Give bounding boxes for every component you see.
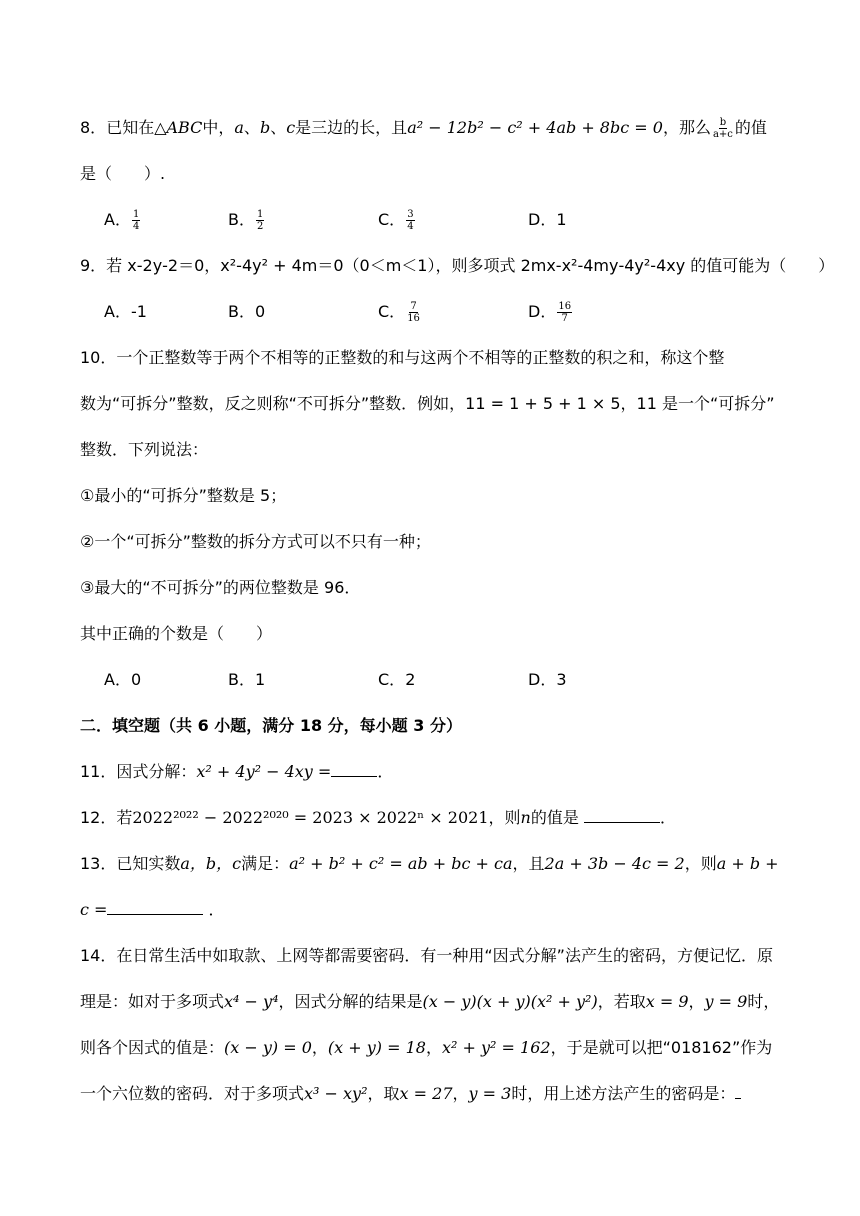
fraction-denominator: 4 — [132, 221, 140, 232]
q14-answer-blank[interactable] — [735, 1084, 741, 1099]
q11-answer-blank[interactable] — [331, 762, 377, 777]
option-value: 3 — [556, 670, 567, 689]
option-label: C． — [378, 670, 406, 689]
q8-text: 的值 — [734, 118, 767, 137]
q14-math: y = 3 — [468, 1084, 512, 1103]
q11-expression: x² + 4y² − 4xy = — [196, 762, 332, 781]
q13-prefix: 13．已知实数 — [80, 854, 181, 873]
fraction-denominator: 4 — [407, 221, 414, 232]
q12-text: 的值是 — [530, 808, 579, 827]
q14-text: ，于是就可以把“018162”作为 — [550, 1038, 773, 1057]
q14-math: x³ − xy² — [304, 1084, 368, 1103]
q8-text: 是三边的长，且 — [295, 118, 408, 137]
q8-option-d[interactable] — [528, 209, 567, 231]
q13-end: ． — [208, 900, 225, 919]
q14-text: ， — [452, 1084, 469, 1103]
q8-option-a[interactable] — [104, 209, 141, 232]
q10-statement-1: ①最小的“可拆分”整数是 5； — [80, 486, 287, 505]
option-fraction — [132, 209, 140, 232]
q9-option-a[interactable] — [104, 301, 147, 323]
q14-math: y = 9 — [704, 992, 748, 1011]
q14-math: x⁴ − y⁴ — [224, 992, 279, 1011]
q10-option-b[interactable] — [228, 669, 265, 691]
option-fraction — [406, 301, 421, 324]
q8-option-b[interactable] — [228, 209, 265, 232]
q9-option-c[interactable] — [378, 301, 422, 324]
q14-line2 — [80, 991, 800, 1013]
q10-line3: 整数．下列说法： — [80, 440, 209, 459]
fraction-numerator: 7 — [410, 301, 417, 312]
q10-option-a[interactable] — [104, 669, 141, 691]
var-n: n — [520, 808, 531, 827]
option-value: 1 — [254, 670, 266, 689]
q14-text: 理是：如对于多项式 — [80, 992, 225, 1011]
q8-option-c[interactable] — [378, 209, 416, 232]
q14-math: (x + y) = 18 — [327, 1038, 426, 1057]
section-title: 二．填空题（共 6 小题，满分 18 分，每小题 3 分） — [80, 716, 462, 735]
fraction-numerator: 1 — [256, 209, 264, 220]
option-value: 2 — [405, 670, 416, 689]
q8-text: 中， — [202, 118, 235, 137]
q10-ask: 其中正确的个数是（ ） — [80, 624, 273, 643]
q10-statement-2: ②一个“可拆分”整数的拆分方式可以不只有一种； — [80, 532, 431, 551]
option-label: C． — [378, 302, 406, 321]
q13-expression: c = — [80, 900, 108, 919]
fraction-numerator: 1 — [132, 209, 140, 220]
q10-statement-3: ③最大的“不可拆分”的两位整数是 96． — [80, 578, 361, 597]
triangle-label: ABC — [166, 118, 203, 137]
q14-math: (x − y)(x + y)(x² + y²) — [422, 992, 598, 1011]
q11-prefix: 11．因式分解： — [80, 762, 197, 781]
q12-end: ． — [659, 808, 676, 827]
option-label: A． — [104, 302, 131, 321]
q9-option-d[interactable] — [528, 301, 573, 324]
q8-line2: 是（ ）. — [80, 164, 166, 183]
fraction-numerator: 3 — [407, 209, 414, 220]
q14-math: x = 27 — [399, 1084, 453, 1103]
q9-option-b[interactable] — [228, 301, 265, 323]
q8-number: 8． — [80, 118, 107, 137]
q11-suffix: ． — [377, 762, 394, 781]
q8-sep: 、 — [243, 118, 260, 137]
option-label: B． — [228, 670, 255, 689]
q14-text: 一个六位数的密码．对于多项式 — [80, 1084, 305, 1103]
q12-prefix: 12．若 — [80, 808, 133, 827]
option-value: 1 — [556, 210, 567, 229]
option-fraction — [557, 301, 572, 324]
option-label: B． — [228, 302, 255, 321]
q14-text: ，取 — [367, 1084, 400, 1103]
q13-equation-2: 2a + 3b − 4c = 2 — [544, 854, 685, 873]
q14-line1: 14．在日常生活中如取款、上网等都需要密码．有一种用“因式分解”法产生的密码，方便记忆．原 — [80, 946, 773, 965]
q14-text: 时， — [747, 992, 780, 1011]
q14-text: 时，用上述方法产生的密码是： — [511, 1084, 736, 1103]
q13-line2 — [80, 899, 800, 921]
q10-line1: 10．一个正整数等于两个不相等的正整数的和与这两个不相等的正整数的积之和，称这个整 — [80, 348, 725, 367]
option-fraction — [406, 209, 414, 232]
fraction-denominator: 16 — [407, 313, 420, 324]
q12-answer-blank[interactable] — [584, 808, 660, 823]
q14-line4 — [80, 1083, 800, 1105]
q8-text: ，那么 — [662, 118, 711, 137]
q14-math: x = 9 — [645, 992, 689, 1011]
option-value: ‐1 — [130, 302, 147, 321]
option-value: 0 — [254, 302, 266, 321]
option-value: 0 — [130, 670, 142, 689]
q13-text: ，则 — [684, 854, 717, 873]
q14-text: ， — [425, 1038, 442, 1057]
q14-text: ， — [311, 1038, 328, 1057]
option-label: D． — [528, 302, 557, 321]
option-label: A． — [104, 210, 131, 229]
q10-option-c[interactable] — [378, 669, 415, 691]
q14-text: ， — [688, 992, 705, 1011]
option-fraction — [256, 209, 264, 232]
q8-line1 — [80, 117, 800, 140]
q13-text: ，且 — [512, 854, 545, 873]
q12 — [80, 807, 800, 829]
fraction-numerator: b — [719, 117, 727, 128]
q14-line3 — [80, 1037, 800, 1059]
option-label: A． — [104, 670, 131, 689]
fraction-denominator: a+c — [712, 129, 733, 140]
q13-vars: a，b，c — [180, 854, 242, 873]
option-label: C． — [378, 210, 406, 229]
fraction-denominator: 7 — [561, 313, 568, 324]
option-label: B． — [228, 210, 255, 229]
q10-line2: 数为“可拆分”整数，反之则称“不可拆分”整数．例如，11 = 1 + 5 + 1 × 5，11 是一个“可拆分” — [80, 394, 775, 413]
q12-text: ，则 — [488, 808, 521, 827]
q13-expression: a + b + — [716, 854, 779, 873]
q13-answer-blank[interactable] — [107, 900, 203, 915]
var-a: a — [234, 118, 244, 137]
q14-text: ，若取 — [597, 992, 646, 1011]
q13-text: 满足： — [241, 854, 290, 873]
var-b: b — [259, 118, 271, 137]
q10-option-d[interactable] — [528, 669, 567, 691]
q12-expression: 2022²⁰²² − 2022²⁰²⁰ = 2023 × 2022ⁿ × 2021 — [132, 808, 489, 827]
q14-text: ，因式分解的结果是 — [278, 992, 423, 1011]
q14-math: (x − y) = 0 — [224, 1038, 312, 1057]
fraction-numerator: 16 — [558, 301, 572, 312]
q9-stem: 9．若 x‐2y‐2＝0，x²‐4y² + 4m＝0（0＜m＜1），则多项式 2mx‐x²‐4my‐4y²‐4xy 的值可能为（ ） — [80, 256, 835, 275]
fraction-denominator: 2 — [256, 221, 264, 232]
var-c: c — [286, 118, 296, 137]
q13-equation-1: a² + b² + c² = ab + bc + ca — [289, 854, 513, 873]
q8-text: 已知在△ — [106, 118, 167, 137]
q14-text: 则各个因式的值是： — [80, 1038, 225, 1057]
q13-line1 — [80, 853, 800, 875]
option-label: D． — [528, 670, 557, 689]
q14-math: x² + y² = 162 — [442, 1038, 551, 1057]
q8-fraction — [712, 117, 734, 140]
option-label: D． — [528, 210, 557, 229]
q11 — [80, 761, 800, 783]
q8-equation: a² − 12b² − c² + 4ab + 8bc = 0 — [407, 118, 663, 137]
q8-sep: 、 — [270, 118, 287, 137]
